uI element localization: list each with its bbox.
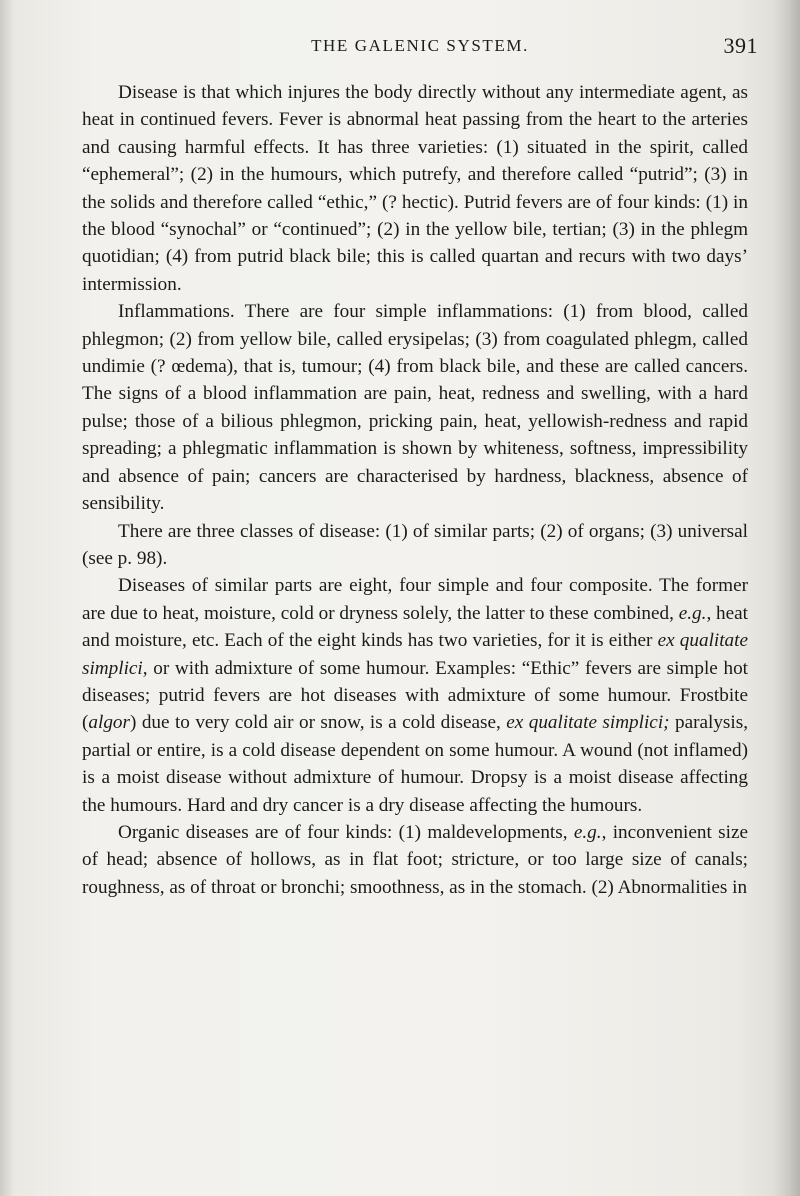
italic-text-run: ex qualitate simplici xyxy=(82,630,749,679)
body-text xyxy=(82,79,748,901)
paragraph-organic-diseases xyxy=(82,819,748,901)
text-run: Diseases of similar parts are eight, four simple and four composite. The former are due to heat, moisture, cold or dryness solely, the latter to these combined, xyxy=(82,575,748,624)
page-edge-shadow xyxy=(774,0,800,1196)
text-run: , inconvenient size of head; absence of hollows, as in flat foot; stricture, or too large size of canals; roughness, as of throat or bronchi; smoothness, as in the stomach. (2) Abnormalities in xyxy=(82,821,748,898)
text-run: , heat and moisture, etc. Each of the eight kinds has two varieties, for it is either xyxy=(82,602,748,652)
italic-text-run: e.g. xyxy=(678,602,707,624)
text-run: Disease is that which injures the body directly without any intermediate agent, as heat in continued fevers. Fever is abnormal heat passing from the heart to the arteries and causing harmful effects. It has three varieties: (1) situated in the spirit, called “ephemeral”; (2) in the humours, which putrefy, and therefore called “putrid”; (3) in the solids and therefore called “ethic,” (? hectic). Putrid fevers are of four kinds: (1) in the blood “synochal” or “continued”; (2) in the yellow bile, tertian; (3) in the phlegm quotidian; (4) from putrid black bile; this is called quartan and recurs with two days’ intermission. xyxy=(82,82,748,295)
text-run: Inflammations. There are four simple inflammations: (1) from blood, called phlegmon; (2) from yellow bile, called erysipelas; (3) from coagulated phlegm, called undimie (? œdema), that is, tumour; (4) from black bile, and these are called cancers. The signs of a blood inflammation are pain, heat, redness and swelling, with a hard pulse; those of a bilious phlegmon, pricking pain, heat, yellowish-redness and rapid spreading; a phlegmatic inflammation is shown by whiteness, softness, impressibility and absence of pain; cancers are characterised by hardness, blackness, absence of sensibility. xyxy=(82,301,748,515)
page-gutter-shadow xyxy=(0,0,14,1196)
italic-text-run: e.g. xyxy=(573,821,602,843)
italic-text-run: algor xyxy=(88,712,130,734)
text-run: paralysis, partial or entire, is a cold disease dependent on some humour. A wound (not inflamed) is a moist disease without admixture of humour. Dropsy is a moist disease affecting the humours. Hard and dry cancer is a dry disease affecting the humours. xyxy=(82,712,748,816)
paragraph-disease-fever xyxy=(82,79,748,298)
text-run: Organic diseases are of four kinds: (1) maldevelopments, xyxy=(118,821,574,843)
text-run: There are three classes of disease: (1) of similar parts; (2) of organs; (3) universal (see p. 98). xyxy=(82,520,748,569)
page-number: 391 xyxy=(723,33,758,58)
page-header xyxy=(82,33,758,66)
italic-text-run: ex qualitate simplici; xyxy=(506,712,670,734)
text-run: , or with admixture of some humour. Examples: “Ethic” fevers are simple hot diseases; putrid fevers are hot diseases with admixture of some humour. Frostbite ( xyxy=(82,657,748,734)
text-run: ) due to very cold air or snow, is a cold disease, xyxy=(129,712,507,734)
paragraph-similar-parts xyxy=(82,572,748,819)
running-head: THE GALENIC SYSTEM. xyxy=(311,36,529,55)
paragraph-inflammations xyxy=(82,298,748,517)
paragraph-classes-of-disease xyxy=(82,518,748,573)
